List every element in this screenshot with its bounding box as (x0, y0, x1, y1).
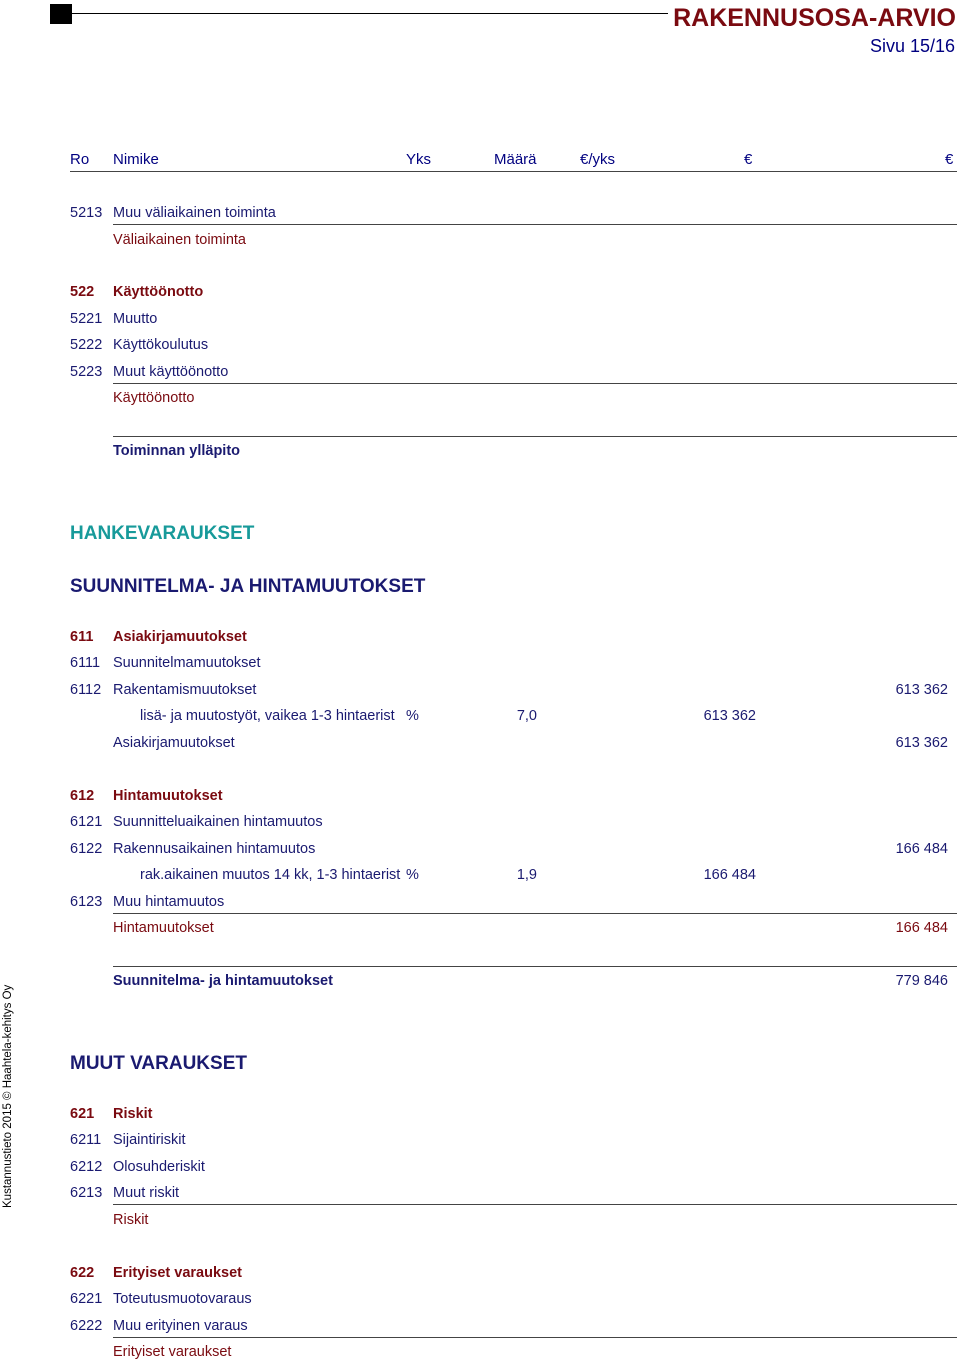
section-title-suunnitelma: SUUNNITELMA- JA HINTAMUUTOKSET (70, 576, 426, 597)
total-row (0, 973, 960, 995)
row-name: Muut riskit (113, 1185, 180, 1201)
table-row (0, 1291, 960, 1313)
row-name: Hintamuutokset (113, 788, 223, 804)
column-header-ro: Ro (70, 151, 90, 168)
row-name: Suunnitelmamuutokset (113, 655, 261, 671)
row-name: Rakentamismuutokset (113, 682, 257, 698)
table-row (0, 655, 960, 677)
row-name: Käyttöönotto (113, 284, 204, 300)
table-row (0, 682, 960, 704)
group-row (0, 284, 960, 306)
subtotal-rule (113, 1204, 957, 1205)
subtotal-rule (113, 913, 957, 914)
subtotal-row (0, 390, 960, 412)
row-code: 5222 (70, 337, 103, 353)
row-total: 166 484 (895, 920, 948, 936)
row-total: 613 362 (895, 682, 948, 698)
row-code: 6221 (70, 1291, 103, 1307)
row-name: Asiakirjamuutokset (113, 629, 247, 645)
row-name: Suunnitelma- ja hintamuutokset (113, 973, 333, 989)
row-name: Muu erityinen varaus (113, 1318, 248, 1334)
group-row (0, 1106, 960, 1128)
subtotal-row (0, 920, 960, 942)
column-header-eur-total: € (945, 151, 954, 168)
table-row (0, 1132, 960, 1154)
row-code: 5221 (70, 311, 103, 327)
header-rule (72, 13, 668, 14)
row-name: Muu hintamuutos (113, 894, 225, 910)
row-code: 6121 (70, 814, 103, 830)
row-code: 6111 (70, 655, 101, 671)
row-name: Erityiset varaukset (113, 1265, 242, 1281)
row-code: 6122 (70, 841, 103, 857)
row-name: Käyttökoulutus (113, 337, 209, 353)
row-name: Suunnitteluaikainen hintamuutos (113, 814, 323, 830)
total-rule (113, 966, 957, 967)
row-code: 6112 (70, 682, 102, 698)
column-header-maara: Määrä (494, 151, 537, 168)
detail-unit: % (406, 867, 419, 883)
column-header-eur: € (744, 151, 753, 168)
row-code: 611 (70, 629, 94, 645)
row-name: Erityiset varaukset (113, 1344, 232, 1360)
detail-row (0, 867, 960, 889)
detail-quantity: 7,0 (516, 708, 537, 724)
row-name: Väliaikainen toiminta (113, 232, 246, 248)
row-name: Muut käyttöönotto (113, 364, 229, 380)
subtotal-row (0, 1212, 960, 1234)
row-code: 522 (70, 284, 95, 300)
row-name: Olosuhderiskit (113, 1159, 205, 1175)
row-code: 6211 (70, 1132, 102, 1148)
group-row (0, 629, 960, 651)
group-row (0, 1265, 960, 1287)
subtotal-row (0, 232, 960, 254)
table-row (0, 1159, 960, 1181)
row-name: Käyttöönotto (113, 390, 195, 406)
row-code: 5223 (70, 364, 103, 380)
detail-sum: 166 484 (703, 867, 756, 883)
table-row (0, 311, 960, 333)
row-code: 6222 (70, 1318, 103, 1334)
detail-row (0, 708, 960, 730)
table-row (0, 814, 960, 836)
row-total: 166 484 (895, 841, 948, 857)
column-header-rule (70, 171, 957, 172)
row-code: 622 (70, 1265, 95, 1281)
detail-quantity: 1,9 (516, 867, 537, 883)
subtotal-rule (113, 1337, 957, 1338)
row-total: 779 846 (895, 973, 948, 989)
row-code: 612 (70, 788, 95, 804)
row-name: Riskit (113, 1106, 153, 1122)
table-row (0, 841, 960, 863)
subtotal-rule (113, 224, 957, 225)
section-title-hankevaraukset: HANKEVARAUKSET (70, 523, 255, 544)
subtotal-row (0, 735, 960, 757)
row-name: Muutto (113, 311, 158, 327)
detail-name: lisä- ja muutostyöt, vaikea 1-3 hintaerist (140, 708, 395, 724)
row-code: 621 (70, 1106, 95, 1122)
column-header-nimike: Nimike (113, 151, 159, 168)
total-rule (113, 436, 957, 437)
page-number: Sivu 15/16 (869, 36, 955, 56)
row-name: Hintamuutokset (113, 920, 214, 936)
row-name: Toiminnan ylläpito (113, 443, 241, 459)
row-code: 6213 (70, 1185, 103, 1201)
row-code: 6212 (70, 1159, 103, 1175)
table-row (0, 337, 960, 359)
copyright-side-text: Kustannustieto 2015 © Haahtela-kehitys Oy (2, 984, 14, 1208)
row-name: Toteutusmuotovaraus (113, 1291, 252, 1307)
row-name: Rakennusaikainen hintamuutos (113, 841, 316, 857)
row-name: Riskit (113, 1212, 149, 1228)
detail-name: rak.aikainen muutos 14 kk, 1-3 hintaerist (140, 867, 401, 883)
document-title: RAKENNUSOSA-ARVIO (673, 4, 956, 32)
group-row (0, 788, 960, 810)
detail-sum: 613 362 (703, 708, 756, 724)
section-title-muut-varaukset: MUUT VARAUKSET (70, 1053, 247, 1074)
column-header-yks: Yks (406, 151, 432, 168)
row-total: 613 362 (895, 735, 948, 751)
row-name: Sijaintiriskit (113, 1132, 186, 1148)
row-code: 5213 (70, 205, 103, 221)
subtotal-rule (113, 383, 957, 384)
row-name: Asiakirjamuutokset (113, 735, 235, 751)
row-name: Muu väliaikainen toiminta (113, 205, 276, 221)
total-row (0, 443, 960, 465)
row-code: 6123 (70, 894, 103, 910)
detail-unit: % (406, 708, 419, 724)
column-header-eur-per-unit: €/yks (580, 151, 616, 168)
header-square-mark (50, 4, 72, 24)
